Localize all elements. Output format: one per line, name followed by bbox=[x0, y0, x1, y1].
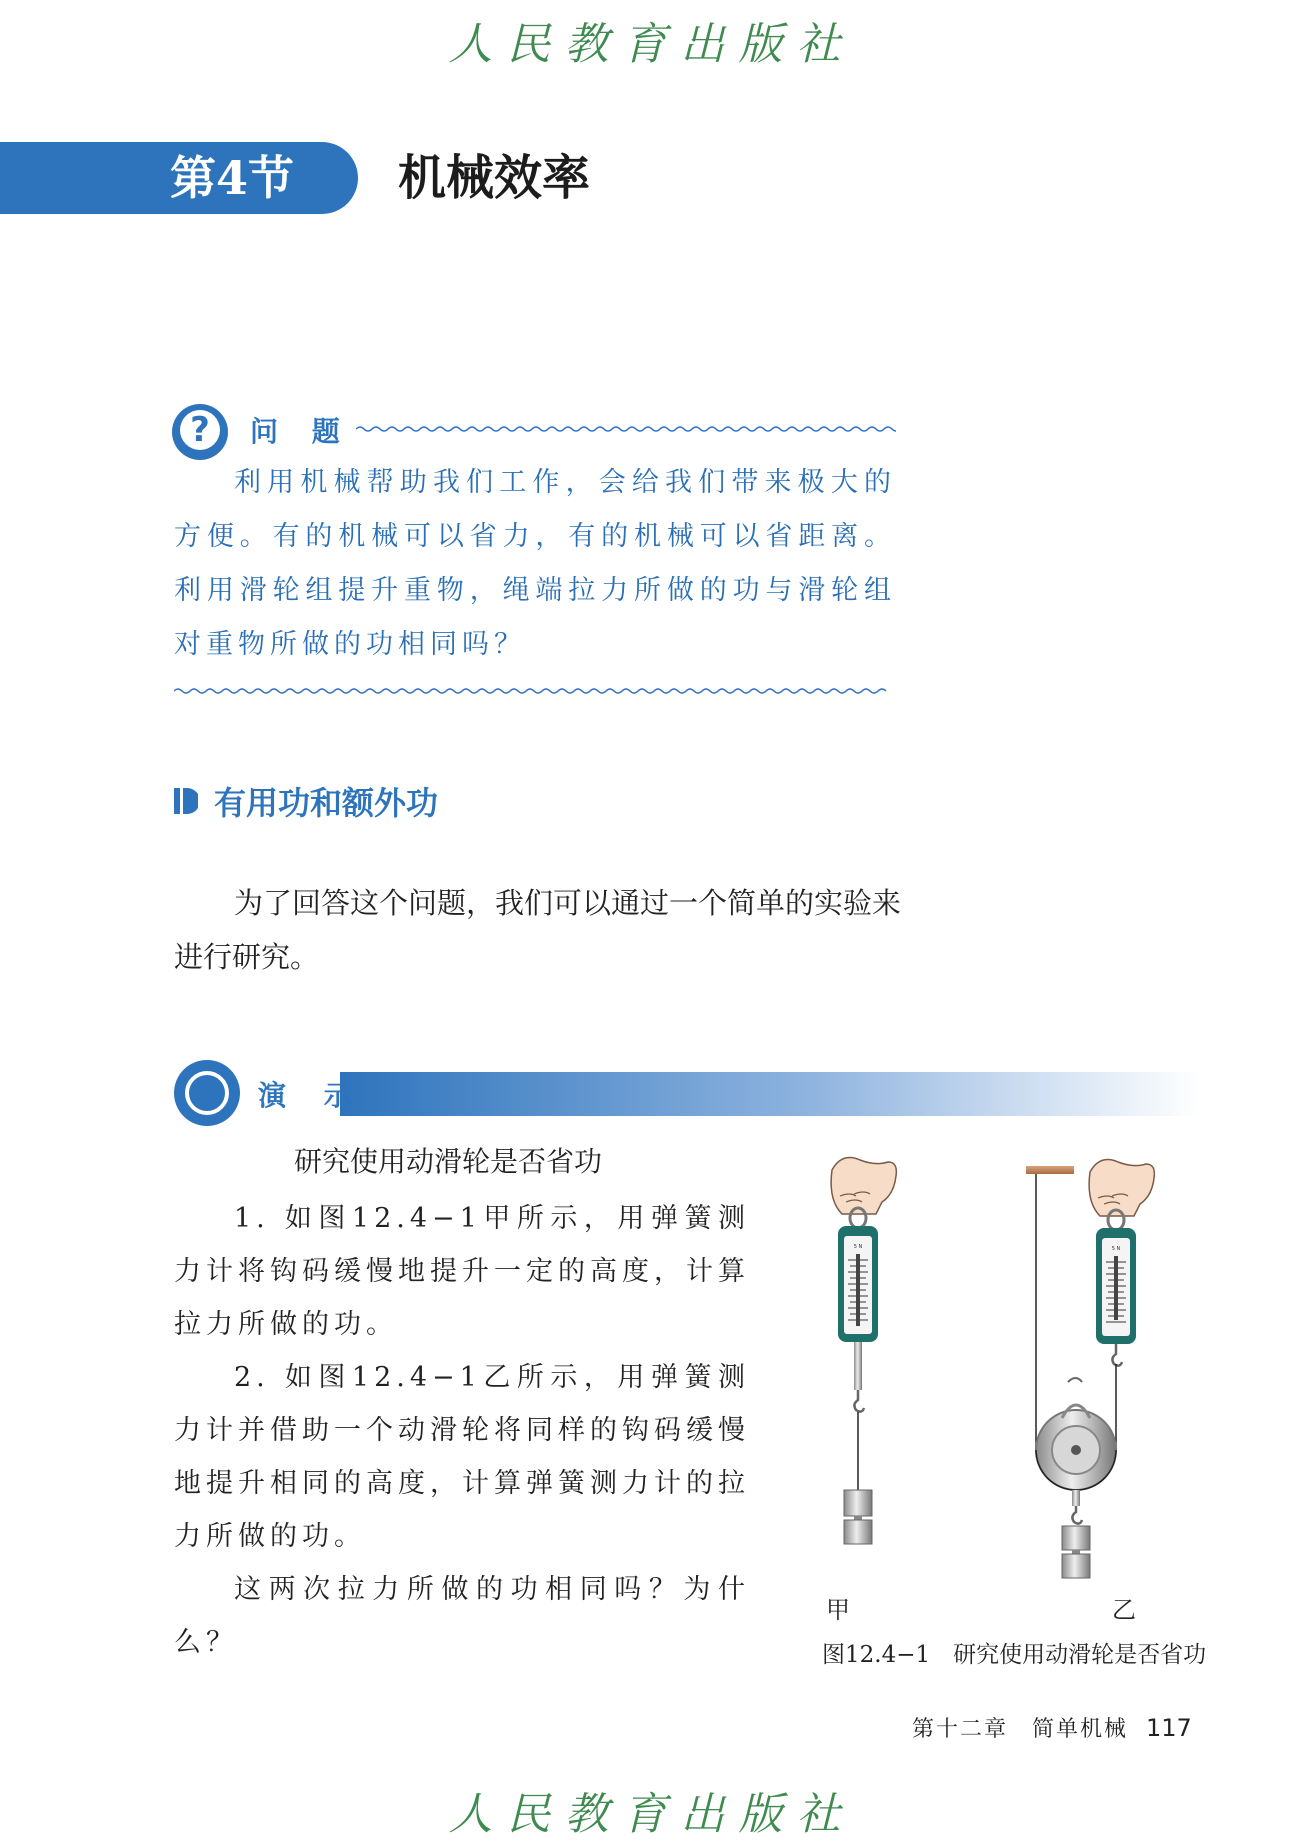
experiment-step-2: 2. 如图12.4−1乙所示，用弹簧测力计并借助一个动滑轮将同样的钩码缓慢地提升相同的高度，计算弹簧测力计的拉力所做的功。 bbox=[174, 1362, 750, 1552]
figure-caption: 图12.4−1 研究使用动滑轮是否省功 bbox=[822, 1642, 1207, 1668]
subheading-title: 有用功和额外功 bbox=[214, 784, 439, 822]
figure-spring-scale-pulley bbox=[800, 1150, 1220, 1590]
figure-a-setup bbox=[831, 1158, 896, 1544]
experiment-title: 研究使用动滑轮是否省功 bbox=[294, 1145, 603, 1178]
footer-chapter: 第十二章 简单机械 bbox=[912, 1717, 1129, 1742]
question-icon: ? bbox=[172, 404, 228, 460]
demo-label: 演 示 bbox=[258, 1079, 366, 1112]
publisher-watermark-bottom: 人民教育出版社 bbox=[448, 1789, 855, 1840]
question-text: 利用机械帮助我们工作，会给我们带来极大的方便。有的机械可以省力，有的机械可以省距离。利用滑轮组提升重物，绳端拉力所做的功与滑轮组对重物所做的功相同吗？ bbox=[174, 467, 896, 660]
experiment-question: 这两次拉力所做的功相同吗？为什么？ bbox=[174, 1574, 750, 1658]
figure-label-b: 乙 bbox=[1112, 1596, 1136, 1624]
experiment-steps bbox=[174, 1192, 750, 1669]
question-top-divider bbox=[356, 424, 896, 434]
question-label: 问 题 bbox=[250, 415, 352, 448]
figure-label-a: 甲 bbox=[826, 1596, 850, 1624]
subheading-marker-icon bbox=[174, 786, 198, 816]
section-number: 第4节 bbox=[170, 151, 295, 205]
page-footer bbox=[912, 1712, 1192, 1743]
figure-b-setup bbox=[1026, 1160, 1154, 1578]
demo-banner-bar bbox=[340, 1072, 1200, 1116]
page-number: 117 bbox=[1146, 1714, 1192, 1742]
figure-b-scale-text: 5 N bbox=[1111, 1246, 1121, 1252]
question-bottom-divider bbox=[174, 686, 896, 696]
demo-magnifier-icon bbox=[174, 1060, 240, 1126]
intro-paragraph: 为了回答这个问题，我们可以通过一个简单的实验来进行研究。 bbox=[174, 886, 902, 974]
publisher-watermark-top: 人民教育出版社 bbox=[448, 19, 855, 70]
experiment-step-1: 1. 如图12.4−1甲所示，用弹簧测力计将钩码缓慢地提升一定的高度，计算拉力所做的功。 bbox=[174, 1203, 750, 1340]
figure-a-scale-text: 5 N bbox=[853, 1244, 863, 1250]
section-title: 机械效率 bbox=[398, 150, 591, 206]
